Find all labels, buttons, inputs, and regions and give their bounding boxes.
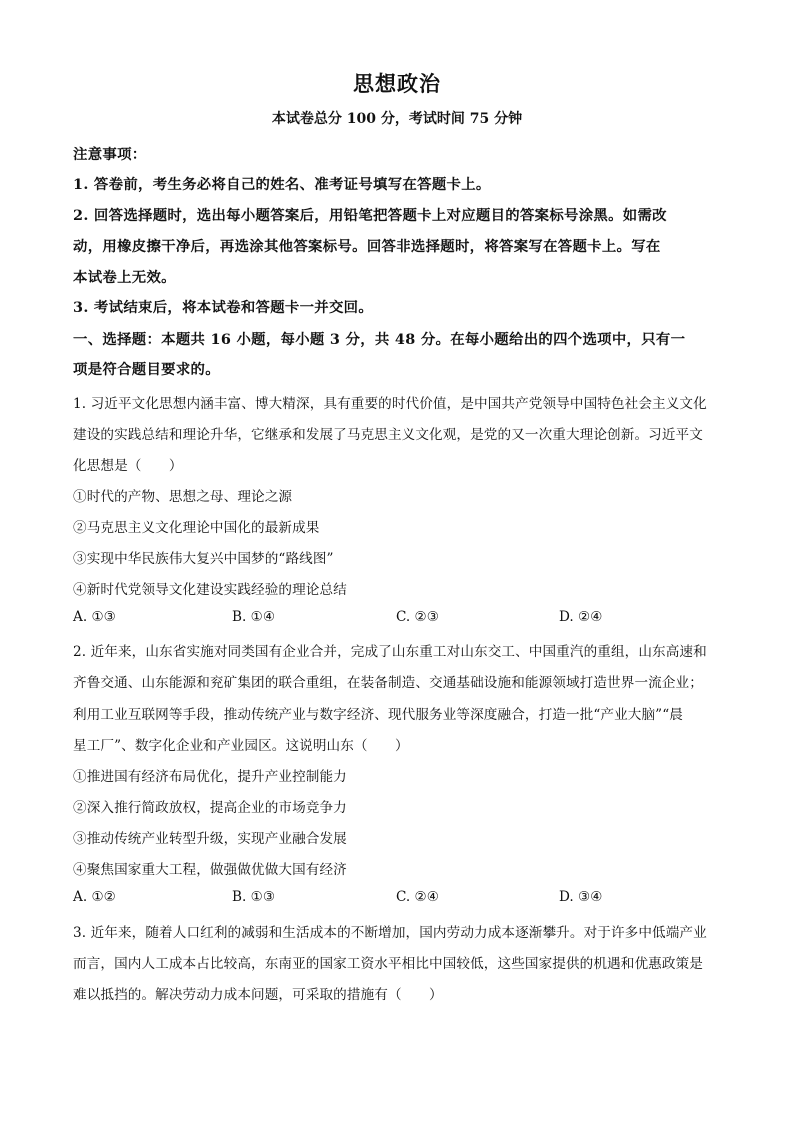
q2-option-b[interactable]: B. ①③ xyxy=(232,889,276,905)
q1-option-b[interactable]: B. ①④ xyxy=(232,609,276,625)
q2-option-a[interactable]: A. ①② xyxy=(73,889,116,905)
q1-statement-3: ③实现中华民族伟大复兴中国梦的“路线图” xyxy=(73,551,334,567)
q1-statement-4: ④新时代党领导文化建设实践经验的理论总结 xyxy=(73,582,347,598)
q2-option-d[interactable]: D. ③④ xyxy=(559,889,603,905)
section-heading-line-1: 一、选择题：本题共 16 小题，每小题 3 分，共 48 分。在每小题给出的四个选项中，只有一 xyxy=(73,331,686,348)
q1-option-a[interactable]: A. ①③ xyxy=(73,609,116,625)
q2-statement-4: ④聚焦国家重大工程，做强做优做大国有经济 xyxy=(73,862,347,878)
q2-stem-line-4: 星工厂”、数字化企业和产业园区。这说明山东（ ） xyxy=(73,738,409,754)
q1-statement-1: ①时代的产物、思想之母、理论之源 xyxy=(73,489,293,505)
q1-statement-2: ②马克思主义文化理论中国化的最新成果 xyxy=(73,520,320,536)
notice-item-3: 3. 考试结束后，将本试卷和答题卡一并交回。 xyxy=(73,299,374,316)
q1-stem-line-2: 建设的实践总结和理论升华，它继承和发展了马克思主义文化观，是党的又一次重大理论创新。习近平文 xyxy=(73,427,703,443)
q1-stem-line-1: 1. 习近平文化思想内涵丰富、博大精深，具有重要的时代价值，是中国共产党领导中国特色社会主义文化 xyxy=(73,396,707,412)
section-heading-line-2: 项是符合题目要求的。 xyxy=(73,361,220,378)
notice-heading: 注意事项： xyxy=(73,146,147,163)
q1-option-d[interactable]: D. ②④ xyxy=(559,609,603,625)
notice-item-2-line-3: 本试卷上无效。 xyxy=(73,269,176,286)
q3-stem-line-2: 而言，国内人工成本占比较高，东南亚的国家工资水平相比中国较低，这些国家提供的机遇和优惠政策是 xyxy=(73,956,703,972)
q2-stem-line-3: 利用工业互联网等手段，推动传统产业与数字经济、现代服务业等深度融合，打造一批“产业大脑”“晨 xyxy=(73,707,683,723)
exam-info: 本试卷总分 100 分，考试时间 75 分钟 xyxy=(271,111,523,127)
q2-statement-2: ②深入推行简政放权，提高企业的市场竞争力 xyxy=(73,800,347,816)
q2-option-c[interactable]: C. ②④ xyxy=(396,889,439,905)
q2-statement-3: ③推动传统产业转型升级，实现产业融合发展 xyxy=(73,831,347,847)
notice-item-2-line-2: 动，用橡皮擦干净后，再选涂其他答案标号。回答非选择题时，将答案写在答题卡上。写在 xyxy=(73,238,661,255)
notice-item-1: 1. 答卷前，考生务必将自己的姓名、准考证号填写在答题卡上。 xyxy=(73,176,491,193)
q1-stem-line-3: 化思想是（ ） xyxy=(73,458,183,474)
q2-stem-line-2: 齐鲁交通、山东能源和兖矿集团的联合重组，在装备制造、交通基础设施和能源领域打造世界一流企业； xyxy=(73,675,703,691)
q1-option-c[interactable]: C. ②③ xyxy=(396,609,439,625)
q3-stem-line-3: 难以抵挡的。解决劳动力成本问题，可采取的措施有（ ） xyxy=(73,987,443,1003)
page-title: 思想政治 xyxy=(353,71,441,96)
notice-item-2-line-1: 2. 回答选择题时，选出每小题答案后，用铅笔把答题卡上对应题目的答案标号涂黑。如需改 xyxy=(73,207,667,224)
q3-stem-line-1: 3. 近年来，随着人口红利的减弱和生活成本的不断增加，国内劳动力成本逐渐攀升。对于许多中低端产业 xyxy=(73,925,707,941)
q2-stem-line-1: 2. 近年来，山东省实施对同类国有企业合并，完成了山东重工对山东交工、中国重汽的重组，山东高速和 xyxy=(73,644,707,660)
q2-statement-1: ①推进国有经济布局优化，提升产业控制能力 xyxy=(73,769,347,785)
